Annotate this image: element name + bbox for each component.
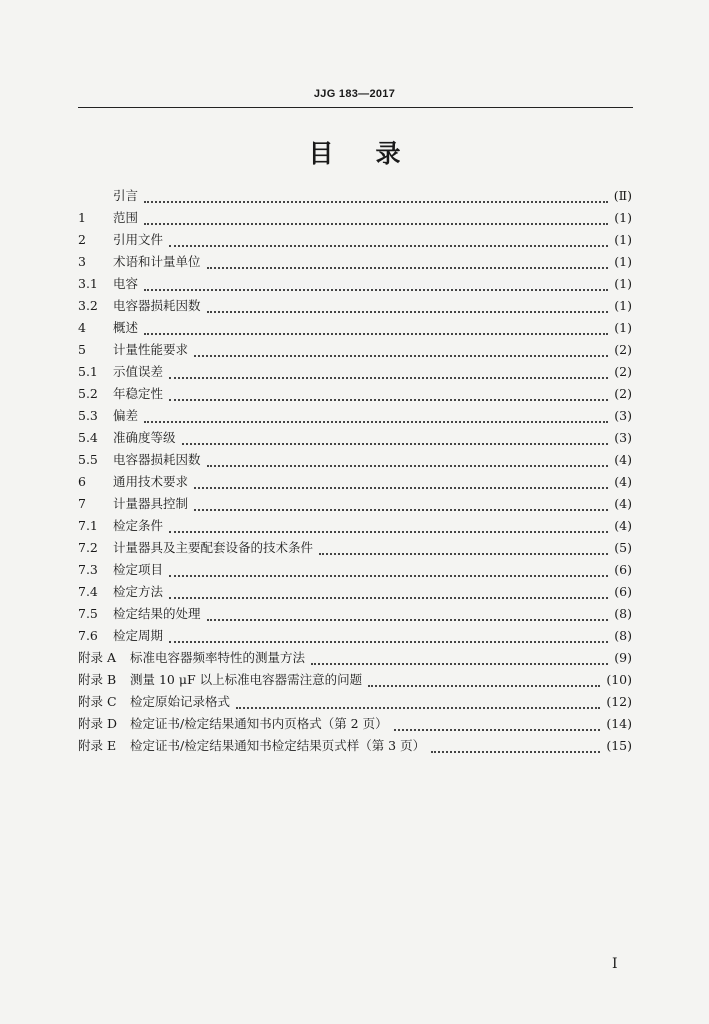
toc-entry[interactable] xyxy=(78,383,632,405)
toc-entry[interactable] xyxy=(78,713,632,735)
toc-entry[interactable] xyxy=(78,449,632,471)
toc-entry-number: 5 xyxy=(78,342,86,357)
toc-entry-title: 计量器具控制 xyxy=(113,496,189,511)
toc-leader-dots xyxy=(319,544,608,555)
toc-entry-number: 7.5 xyxy=(78,606,98,621)
toc-entry-title: 测量 10 μF 以上标准电容器需注意的问题 xyxy=(130,672,363,687)
toc-leader-dots xyxy=(169,566,608,577)
toc-entry[interactable] xyxy=(78,405,632,427)
toc-leader-dots xyxy=(368,676,600,687)
toc-entry-page: (6) xyxy=(614,584,632,599)
toc-leader-dots xyxy=(144,214,608,225)
toc-entry-page: (1) xyxy=(614,232,632,247)
toc-entry[interactable] xyxy=(78,295,632,317)
toc-leader-dots xyxy=(236,698,600,709)
toc-entry[interactable] xyxy=(78,735,632,757)
toc-entry-page: (1) xyxy=(614,276,632,291)
header-rule xyxy=(78,107,633,108)
toc-entry-page: (1) xyxy=(614,254,632,269)
toc-entry-number: 3 xyxy=(78,254,86,269)
toc-leader-dots xyxy=(144,192,608,203)
toc-entry-page: (5) xyxy=(614,540,632,555)
toc-leader-dots xyxy=(169,236,608,247)
toc-entry-title: 术语和计量单位 xyxy=(113,254,201,269)
document-code: JJG 183—2017 xyxy=(313,88,396,100)
toc-leader-dots xyxy=(144,412,608,423)
toc-leader-dots xyxy=(194,346,608,357)
toc-leader-dots xyxy=(169,522,608,533)
toc-entry-page: (1) xyxy=(614,298,632,313)
toc-entry-title: 计量器具及主要配套设备的技术条件 xyxy=(113,540,314,555)
toc-entry-title: 检定周期 xyxy=(113,628,164,643)
toc-leader-dots xyxy=(194,500,608,511)
toc-entry-title: 检定原始记录格式 xyxy=(130,694,231,709)
toc-entry-page: (1) xyxy=(614,320,632,335)
toc-entry-number: 附录 A xyxy=(78,650,117,665)
toc-entry[interactable] xyxy=(78,493,632,515)
toc-entry-number: 附录 E xyxy=(78,738,117,753)
toc-entry-page: (4) xyxy=(614,452,632,467)
toc-leader-dots xyxy=(144,280,608,291)
toc-entry-title: 检定条件 xyxy=(113,518,164,533)
toc-entry[interactable] xyxy=(78,515,632,537)
toc-leader-dots xyxy=(144,324,608,335)
toc-entry[interactable] xyxy=(78,361,632,383)
toc-entry-title: 计量性能要求 xyxy=(113,342,189,357)
toc-entry-page: (1) xyxy=(614,210,632,225)
toc-entry-number: 5.3 xyxy=(78,408,98,423)
toc-entry-number: 1 xyxy=(78,210,86,225)
toc-entry[interactable] xyxy=(78,581,632,603)
toc-entry-page: (15) xyxy=(606,738,632,753)
toc-entry-title: 检定证书/检定结果通知书内页格式（第 2 页） xyxy=(130,716,388,731)
toc-entry-page: (4) xyxy=(614,496,632,511)
toc-entry-number: 3.1 xyxy=(78,276,98,291)
toc-entry[interactable] xyxy=(78,185,632,207)
toc-entry-title: 标准电容器频率特性的测量方法 xyxy=(130,650,306,665)
toc-entry-title: 概述 xyxy=(113,320,139,335)
toc-entry-title: 电容器损耗因数 xyxy=(113,452,201,467)
toc-entry-page: (9) xyxy=(614,650,632,665)
toc-entry-number: 附录 B xyxy=(78,672,117,687)
toc-leader-dots xyxy=(182,434,609,445)
toc-entry-page: (12) xyxy=(606,694,632,709)
page-number: I xyxy=(612,956,618,972)
toc-entry-number: 附录 C xyxy=(78,694,117,709)
toc-leader-dots xyxy=(207,456,609,467)
toc-entry-number: 5.1 xyxy=(78,364,98,379)
toc-entry-title: 年稳定性 xyxy=(113,386,164,401)
toc-entry-number: 3.2 xyxy=(78,298,98,313)
toc-entry-number: 2 xyxy=(78,232,86,247)
toc-entry-title: 引言 xyxy=(113,188,139,203)
toc-entry[interactable] xyxy=(78,603,632,625)
toc-entry[interactable] xyxy=(78,251,632,273)
toc-entry-title: 通用技术要求 xyxy=(113,474,189,489)
toc-leader-dots xyxy=(169,588,608,599)
toc-entry-title: 检定证书/检定结果通知书检定结果页式样（第 3 页） xyxy=(130,738,426,753)
page-title: 目录 xyxy=(308,139,443,168)
toc-entry-page: (6) xyxy=(614,562,632,577)
toc-entry-page: (2) xyxy=(614,364,632,379)
toc-entry-title: 电容器损耗因数 xyxy=(113,298,201,313)
toc-entry[interactable] xyxy=(78,691,632,713)
toc-entry-number: 7 xyxy=(78,496,86,511)
toc-leader-dots xyxy=(207,610,609,621)
toc-entry-number: 5.5 xyxy=(78,452,98,467)
toc-entry-number: 7.4 xyxy=(78,584,98,599)
toc-entry[interactable] xyxy=(78,559,632,581)
toc-entry-page: (2) xyxy=(614,386,632,401)
toc-entry[interactable] xyxy=(78,537,632,559)
toc-entry-page: (Ⅱ) xyxy=(613,188,632,203)
toc-leader-dots xyxy=(394,720,601,731)
toc-entry[interactable] xyxy=(78,229,632,251)
toc-entry-number: 7.1 xyxy=(78,518,98,533)
toc-entry-title: 电容 xyxy=(113,276,139,291)
toc-entry-title: 检定项目 xyxy=(113,562,164,577)
toc-entry[interactable] xyxy=(78,471,632,493)
toc-entry[interactable] xyxy=(78,317,632,339)
toc-entry-title: 示值误差 xyxy=(113,364,164,379)
toc-leader-dots xyxy=(207,302,609,313)
toc-entry-title: 偏差 xyxy=(113,408,139,423)
toc-entry-title: 引用文件 xyxy=(113,232,164,247)
toc-entry[interactable] xyxy=(78,339,632,361)
toc-entry-page: (4) xyxy=(614,474,632,489)
toc-entry-number: 6 xyxy=(78,474,86,489)
toc-entry-page: (8) xyxy=(614,606,632,621)
toc-entry-number: 5.4 xyxy=(78,430,98,445)
toc-entry-title: 检定方法 xyxy=(113,584,164,599)
toc-entry-number: 附录 D xyxy=(78,716,117,731)
toc-leader-dots xyxy=(431,742,600,753)
toc-entry[interactable] xyxy=(78,427,632,449)
toc-leader-dots xyxy=(169,368,608,379)
toc-entry-number: 7.6 xyxy=(78,628,98,643)
toc-entry-page: (3) xyxy=(614,430,632,445)
toc-entry-title: 检定结果的处理 xyxy=(113,606,201,621)
toc-entry[interactable] xyxy=(78,669,632,691)
toc-entry-page: (14) xyxy=(606,716,632,731)
toc-entry[interactable] xyxy=(78,625,632,647)
toc-entry[interactable] xyxy=(78,647,632,669)
toc-entry-number: 7.2 xyxy=(78,540,98,555)
table-of-contents xyxy=(78,185,632,757)
toc-entry-title: 准确度等级 xyxy=(113,430,176,445)
toc-leader-dots xyxy=(169,390,608,401)
toc-entry-page: (3) xyxy=(614,408,632,423)
toc-entry-page: (2) xyxy=(614,342,632,357)
toc-entry-title: 范围 xyxy=(113,210,139,225)
toc-leader-dots xyxy=(169,632,608,643)
toc-leader-dots xyxy=(207,258,609,269)
toc-entry-number: 5.2 xyxy=(78,386,98,401)
toc-entry[interactable] xyxy=(78,273,632,295)
toc-entry[interactable] xyxy=(78,207,632,229)
toc-entry-page: (10) xyxy=(606,672,632,687)
toc-leader-dots xyxy=(194,478,608,489)
toc-leader-dots xyxy=(311,654,608,665)
toc-entry-number: 4 xyxy=(78,320,86,335)
toc-entry-page: (8) xyxy=(614,628,632,643)
toc-entry-number: 7.3 xyxy=(78,562,98,577)
toc-entry-page: (4) xyxy=(614,518,632,533)
